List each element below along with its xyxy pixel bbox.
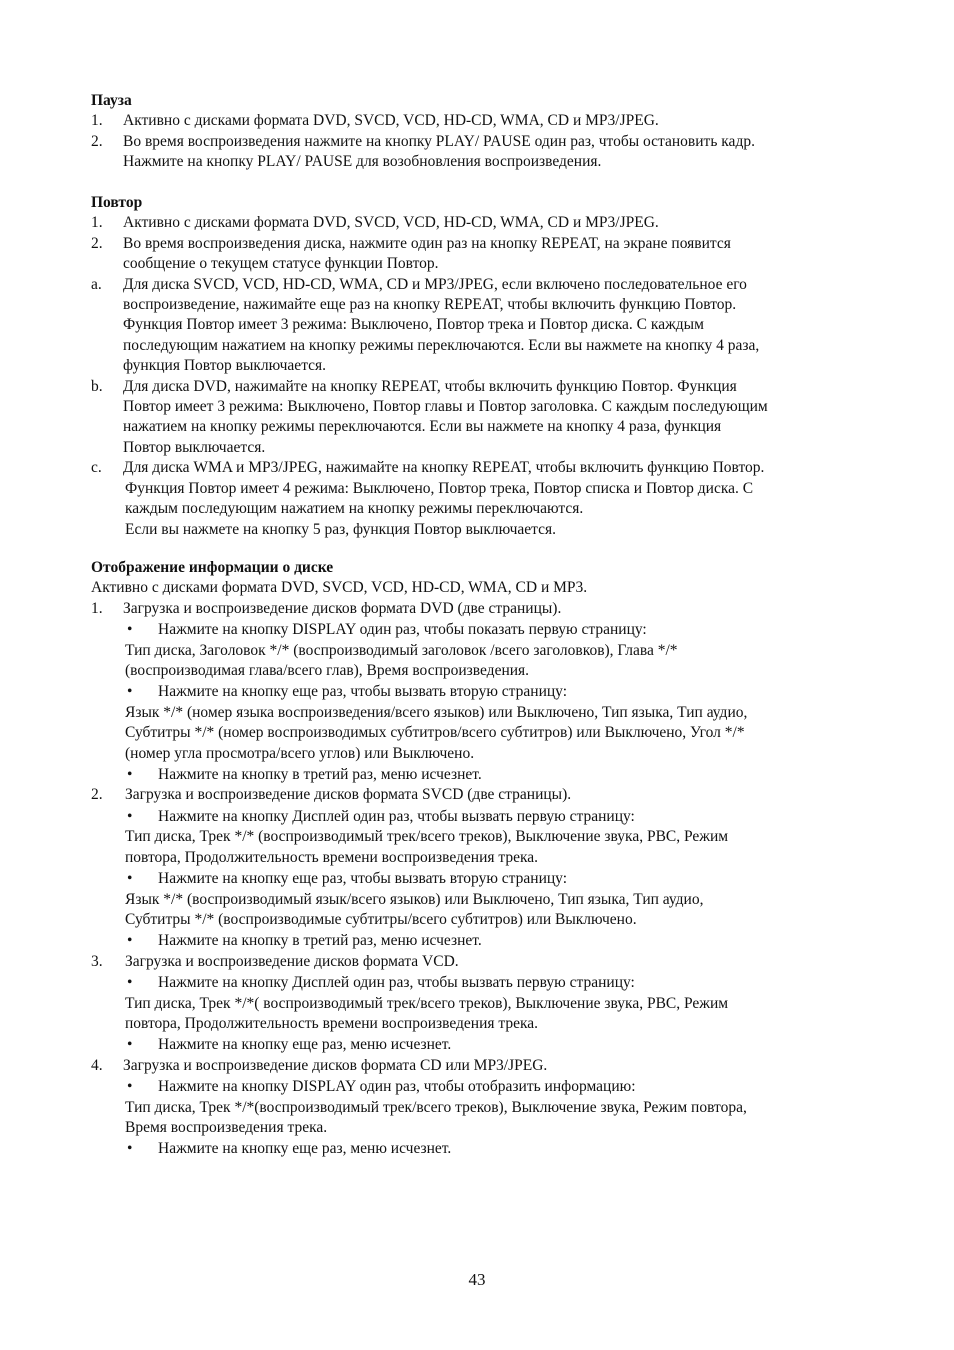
bullet-icon: • [127,766,133,784]
bullet-text: Нажмите на кнопку DISPLAY один раз, чтобы отобразить информацию: [158,1078,636,1096]
bullet-icon: • [127,683,133,701]
item-number: 4. [91,1056,103,1074]
desc-line: повтора, Продолжительность времени воспроизведения трека. [125,848,539,866]
desc-line: Субтитры */* (воспроизводимые субтитры/всего субтитров) или Выключено. [125,910,637,928]
bullet-text: Нажмите на кнопку в третий раз, меню исчезнет. [158,932,482,950]
item-number: c. [91,459,102,477]
bullet-icon: • [127,621,133,639]
bullet-item [91,620,881,640]
bullet-icon: • [127,1078,133,1096]
desc-line: Язык */* (воспроизводимый язык/всего языков) или Выключено, Тип языка, Тип аудио, [125,890,704,908]
bullet-description [125,641,881,682]
bullet-item [91,931,881,951]
bullet-item [91,973,881,993]
item-number: 1. [91,214,103,232]
bullet-item [91,1139,881,1159]
bullet-description [125,890,881,931]
bullet-text: Нажмите на кнопку еще раз, чтобы вызвать вторую страницу: [158,870,568,888]
list-item [91,377,881,459]
list-item [91,458,881,540]
desc-line: (воспроизводимая глава/всего глав), Время воспроизведения. [125,662,530,680]
item-line: Для диска DVD, нажимайте на кнопку REPEAT, чтобы включить функцию Повтор. Функция [123,377,737,395]
item-number: 1. [91,112,103,130]
section-title-display: Отображение информации о диске [91,559,334,576]
item-line: Если вы нажмете на кнопку 5 раз, функция Повтор выключается. [125,520,556,538]
item-line: нажатием на кнопку режимы переключаются. Если вы нажмете на кнопку 4 раза, функция [123,418,722,436]
item-line: последующим нажатием на кнопку режимы переключаются. Если вы нажмете на кнопку 4 раза, [123,336,760,354]
list-item [91,952,881,972]
item-number: 2. [91,234,103,252]
bullet-description [125,703,881,764]
item-number: b. [91,377,103,395]
bullet-text: Нажмите на кнопку еще раз, меню исчезнет. [158,1140,452,1158]
desc-line: Тип диска, Трек */* (воспроизводимый трек/всего треков), Выключение звука, PBC, Режим [125,828,729,846]
item-line: Загрузка и воспроизведение дисков формата CD или MP3/JPEG. [123,1056,548,1074]
item-line: функция Повтор выключается. [123,357,327,375]
item-line: Для диска SVCD, VCD, HD-CD, WMA, CD и MP3/JPEG, если включено последовательное его [123,275,747,293]
list-item [91,132,881,173]
section-title-pause: Пауза [91,92,132,109]
item-line: Повтор выключается. [123,438,266,456]
section-pause [91,91,881,173]
item-line: Загрузка и воспроизведение дисков формата SVCD (две страницы). [125,786,572,804]
item-line: воспроизведение, нажимайте еще раз на кнопку REPEAT, чтобы включить функцию Повтор. [123,296,737,314]
bullet-icon: • [127,807,133,825]
desc-line: Язык */* (номер языка воспроизведения/всего языков) или Выключено, Тип языка, Тип аудио, [125,703,748,721]
item-line: Во время воспроизведения диска, нажмите один раз на кнопку REPEAT, на экране появится [123,234,731,252]
section-display-info [91,558,881,1160]
desc-line: Тип диска, Заголовок */* (воспроизводимый заголовок /всего заголовков), Глава */* [125,641,678,659]
bullet-text: Нажмите на кнопку Дисплей один раз, чтобы вызвать первую страницу: [158,974,635,992]
list-item [91,785,881,805]
bullet-item [91,682,881,702]
bullet-description [125,1098,881,1139]
item-line: Функция Повтор имеет 4 режима: Выключено, Повтор трека, Повтор списка и Повтор диска. С [125,479,754,497]
item-line: Повтор имеет 3 режима: Выключено, Повтор главы и Повтор заголовка. С каждым последующим [123,398,768,416]
item-line: Во время воспроизведения нажмите на кнопку PLAY/ PAUSE один раз, чтобы остановить кадр. [123,132,755,150]
list-item [91,234,881,275]
item-line: Нажмите на кнопку PLAY/ PAUSE для возобновления воспроизведения. [123,153,602,171]
bullet-item [91,869,881,889]
section-intro: Активно с дисками формата DVD, SVCD, VCD, HD-CD, WMA, CD и MP3. [91,579,588,597]
item-line: Загрузка и воспроизведение дисков формата VCD. [125,952,459,970]
bullet-text: Нажмите на кнопку еще раз, чтобы вызвать вторую страницу: [158,683,568,701]
item-line: Активно с дисками формата DVD, SVCD, VCD, HD-CD, WMA, CD и MP3/JPEG. [123,214,659,232]
item-line: каждым последующим нажатием на кнопку режимы переключаются. [125,500,584,518]
desc-line: (номер угла просмотра/всего углов) или Выключено. [125,744,475,762]
section-repeat [91,193,881,540]
item-line: Загрузка и воспроизведение дисков формата DVD (две страницы). [123,599,562,617]
desc-line: Субтитры */* (номер воспроизводимых субтитров/всего субтитров) или Выключено, Угол */* [125,724,745,742]
bullet-icon: • [127,1140,133,1158]
bullet-icon: • [127,932,133,950]
item-line: Для диска WMA и MP3/JPEG, нажимайте на кнопку REPEAT, чтобы включить функцию Повтор. [123,459,765,477]
item-number: a. [91,275,102,293]
bullet-text: Нажмите на кнопку DISPLAY один раз, чтобы показать первую страницу: [158,621,647,639]
bullet-icon: • [127,1036,133,1054]
page-number: 43 [468,1270,486,1289]
item-line: Функция Повтор имеет 3 режима: Выключено, Повтор трека и Повтор диска. С каждым [123,316,704,334]
desc-line: Время воспроизведения трека. [125,1118,328,1136]
desc-line: Тип диска, Трек */*(воспроизводимый трек/всего треков), Выключение звука, Режим повтора, [125,1098,747,1116]
item-line: сообщение о текущем статусе функции Повтор. [123,255,439,273]
list-item [91,1056,881,1076]
bullet-item [91,765,881,785]
list-item [91,213,881,233]
item-number: 1. [91,599,103,617]
bullet-description [125,994,881,1035]
desc-line: Тип диска, Трек */*( воспроизводимый трек/всего треков), Выключение звука, PBC, Режим [125,994,729,1012]
bullet-text: Нажмите на кнопку еще раз, меню исчезнет. [158,1036,452,1054]
bullet-item [91,1035,881,1055]
item-number: 3. [91,952,103,970]
bullet-item [91,807,881,827]
bullet-text: Нажмите на кнопку Дисплей один раз, чтобы вызвать первую страницу: [158,807,635,825]
item-number: 2. [91,786,103,804]
list-item [91,111,881,131]
bullet-icon: • [127,974,133,992]
bullet-icon: • [127,870,133,888]
desc-line: повтора, Продолжительность времени воспроизведения трека. [125,1014,539,1032]
section-title-repeat: Повтор [91,194,143,211]
list-item [91,599,881,619]
list-item [91,275,881,377]
bullet-text: Нажмите на кнопку в третий раз, меню исчезнет. [158,766,482,784]
item-line: Активно с дисками формата DVD, SVCD, VCD, HD-CD, WMA, CD и MP3/JPEG. [123,112,659,130]
bullet-item [91,1077,881,1097]
item-number: 2. [91,132,103,150]
bullet-description [125,827,881,868]
